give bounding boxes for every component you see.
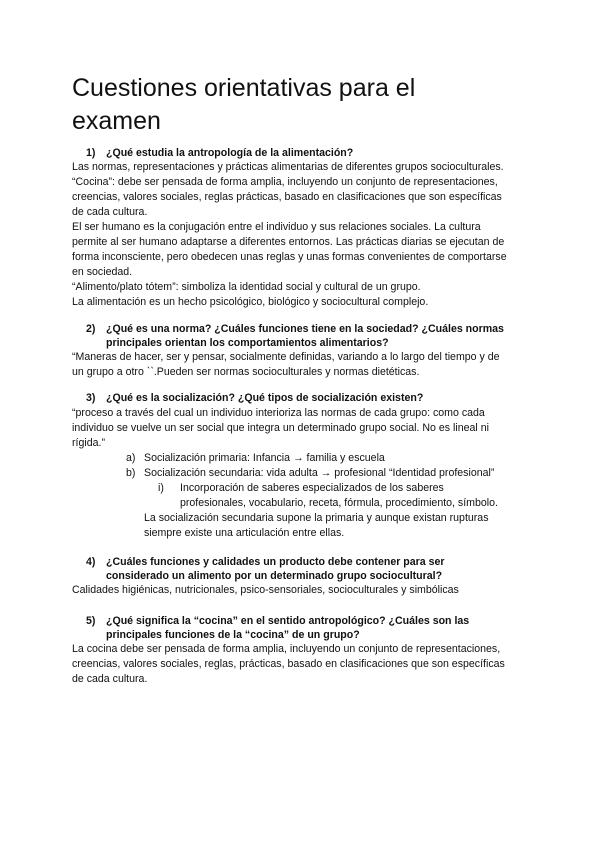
answer-5: [72, 642, 505, 687]
paragraph-line: Calidades higiénicas, nutricionales, psico-sensoriales, socioculturales y simbólicas: [72, 584, 459, 596]
paragraph-line: permite al ser humano adaptarse a diferentes entornos. Las prácticas diarias se ejecutan de: [72, 236, 505, 248]
sublist-line: profesionales, vocabulario, receta, fórmula, procedimiento, símbolo.: [180, 497, 498, 509]
paragraph-line: La cocina debe ser pensada de forma amplia, incluyendo un conjunto de representaciones,: [72, 643, 501, 655]
sublist-marker: i): [158, 482, 164, 494]
note-line: La socialización secundaria supone la primaria y aunque existan rupturas: [144, 512, 489, 524]
answer-1: [72, 160, 507, 310]
list-marker: b): [126, 467, 136, 479]
note-line: siempre existe una articulación entre ellas.: [144, 527, 345, 539]
paragraph-line: “Cocina”: debe ser pensada de forma amplia, incluyendo un conjunto de representaciones,: [72, 176, 498, 188]
question-text: ¿Cuáles funciones y calidades un producto debe contener para ser: [106, 556, 445, 568]
list-item-socializacion-secundaria: Socialización secundaria: vida adulta → profesional “Identidad profesional”: [144, 467, 495, 479]
paragraph-line: creencias, valores sociales, reglas prácticas, basado en clasificaciones que son específicas: [72, 191, 502, 203]
paragraph-line: un grupo a otro ``.Pueden ser normas socioculturales y normas dietéticas.: [72, 366, 420, 378]
question-text: principales funciones de la “cocina” de un grupo?: [106, 629, 360, 641]
question-1-heading: [86, 146, 354, 160]
paragraph-line: de cada cultura.: [72, 206, 148, 218]
paragraph-line: individuo se vuelve un ser social que integra un determinado grupo social. No es lineal ni: [72, 422, 489, 434]
question-text: ¿Qué estudia la antropología de la alimentación?: [106, 147, 354, 159]
answer-3: [72, 406, 489, 451]
question-text: ¿Qué es una norma? ¿Cuáles funciones tiene en la sociedad? ¿Cuáles normas: [106, 323, 504, 335]
page-title: Cuestiones orientativas para el examen: [72, 74, 416, 135]
paragraph-line: creencias, valores sociales, reglas, prácticas, basado en clasificaciones que son específicas: [72, 658, 505, 670]
question-number: 1): [86, 147, 96, 159]
question-number: 5): [86, 615, 96, 627]
paragraph-line: “proceso a través del cual un individuo interioriza las normas de cada grupo: como cada: [72, 407, 485, 419]
question-text: ¿Qué es la socialización? ¿Qué tipos de socialización existen?: [106, 392, 424, 404]
question-text: ¿Qué significa la “cocina” en el sentido antropológico? ¿Cuáles son las: [106, 615, 470, 627]
paragraph-line: Las normas, representaciones y prácticas alimentarias de diferentes grupos socioculturales.: [72, 161, 504, 173]
question-number: 2): [86, 323, 96, 335]
question-number: 3): [86, 392, 96, 404]
paragraph-line: La alimentación es un hecho psicológico, biológico y sociocultural complejo.: [72, 296, 429, 308]
question-number: 4): [86, 556, 96, 568]
paragraph-line: “Maneras de hacer, ser y pensar, socialmente definidas, variando a lo largo del tiempo y de: [72, 351, 500, 363]
paragraph-line: de cada cultura.: [72, 673, 148, 685]
question-3-heading: [86, 391, 424, 405]
question-text: principales orientan los comportamientos alimentarios?: [106, 337, 389, 349]
sublist-line: Incorporación de saberes especializados de los saberes: [180, 482, 444, 494]
paragraph-line: “Alimento/plato tótem”: simboliza la identidad social y cultural de un grupo.: [72, 281, 421, 293]
question-4-heading: [86, 555, 445, 583]
answer-4: [72, 583, 459, 598]
sublist-item: [180, 481, 498, 511]
socializacion-note: [144, 511, 489, 541]
list-item-socializacion-primaria: Socialización primaria: Infancia → familia y escuela: [144, 452, 385, 464]
list-marker: a): [126, 452, 136, 464]
paragraph-line: rígida.”: [72, 437, 105, 449]
paragraph-line: en sociedad.: [72, 266, 133, 278]
question-text: considerado un alimento por un determinado grupo sociocultural?: [106, 570, 443, 582]
question-5-heading: [86, 614, 470, 642]
paragraph-line: forma inconsciente, pero obedecen unas reglas y unas formas convenientes de comportarse: [72, 251, 507, 263]
answer-2: [72, 350, 500, 380]
paragraph-line: El ser humano es la conjugación entre el individuo y sus relaciones sociales. La cultura: [72, 221, 481, 233]
question-2-heading: [86, 322, 504, 350]
